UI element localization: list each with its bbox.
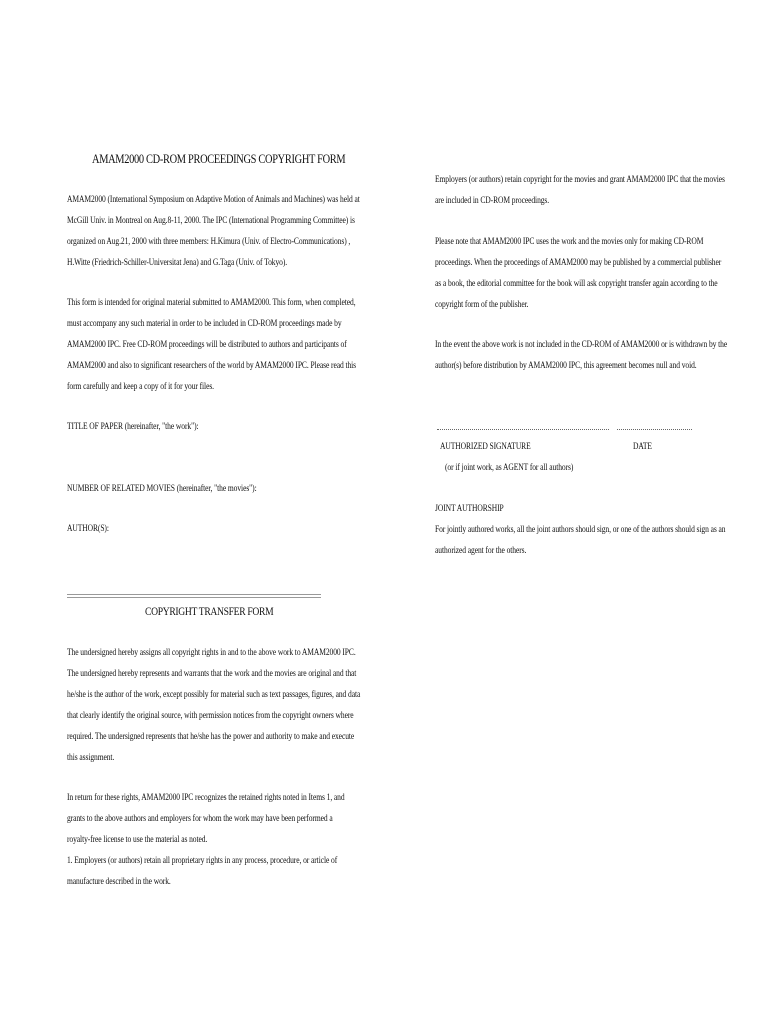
notice-line: proceedings. When the proceedings of AMAM2000 may be published by a commercial publisher bbox=[435, 257, 722, 267]
withdrawal-line: In the event the above work is not included in the CD-ROM of AMAM2000 or is withdrawn by the bbox=[435, 339, 728, 349]
transfer-line: required. The undersigned represents that he/she has the power and authority to make and execute bbox=[67, 731, 355, 741]
notice-line: as a book, the editorial committee for the book will ask copyright transfer again according to the bbox=[435, 278, 718, 288]
date-label: DATE bbox=[633, 441, 652, 451]
signature-note: (or if joint work, as AGENT for all authors) bbox=[445, 462, 574, 472]
transfer-line: this assignment. bbox=[67, 752, 115, 762]
authors-label: AUTHOR(S): bbox=[67, 523, 109, 533]
withdrawal-line: author(s) before distribution by AMAM2000 IPC, this agreement becomes null and void. bbox=[435, 360, 697, 370]
transfer-line: he/she is the author of the work, except possibly for material such as text passages, figures, and data bbox=[67, 689, 361, 699]
return-line: royalty-free license to use the material as noted. bbox=[67, 834, 208, 844]
form-title: AMAM2000 CD-ROM PROCEEDINGS COPYRIGHT FORM bbox=[92, 151, 346, 166]
instructions-line: must accompany any such material in order to be included in CD-ROM proceedings made by bbox=[67, 318, 342, 328]
intro-line: organized on Aug.21, 2000 with three members: H.Kimura (Univ. of Electro-Communications) , bbox=[67, 236, 351, 246]
date-line bbox=[617, 429, 692, 430]
return-line: 1. Employers (or authors) retain all proprietary rights in any process, procedure, or article of bbox=[67, 855, 338, 865]
transfer-line: that clearly identify the original source, with permission notices from the copyright owners where bbox=[67, 710, 354, 720]
divider-rule bbox=[67, 594, 321, 598]
instructions-line: AMAM2000 IPC. Free CD-ROM proceedings will be distributed to authors and participants of bbox=[67, 339, 347, 349]
signature-line bbox=[437, 429, 609, 430]
instructions-line: form carefully and keep a copy of it for your files. bbox=[67, 381, 214, 391]
return-line: grants to the above authors and employers for whom the work may have been performed a bbox=[67, 813, 333, 823]
intro-line: AMAM2000 (International Symposium on Adaptive Motion of Animals and Machines) was held at bbox=[67, 194, 360, 204]
intro-line: McGill Univ. in Montreal on Aug.8-11, 2000. The IPC (International Programming Committee) is bbox=[67, 215, 355, 225]
employers-line: are included in CD-ROM proceedings. bbox=[435, 195, 550, 205]
signature-label: AUTHORIZED SIGNATURE bbox=[440, 441, 531, 451]
intro-line: H.Witte (Friedrich-Schiller-Universitat Jena) and G.Taga (Univ. of Tokyo). bbox=[67, 257, 288, 267]
title-of-paper-label: TITLE OF PAPER (hereinafter, "the work"): bbox=[67, 421, 199, 431]
joint-heading: JOINT AUTHORSHIP bbox=[435, 503, 504, 513]
employers-line: Employers (or authors) retain copyright for the movies and grant AMAM2000 IPC that the movies bbox=[435, 174, 725, 184]
notice-line: Please note that AMAM2000 IPC uses the work and the movies only for making CD-ROM bbox=[435, 236, 704, 246]
joint-line: For jointly authored works, all the joint authors should sign, or one of the authors should sign as an bbox=[435, 524, 726, 534]
instructions-line: This form is intended for original material submitted to AMAM2000. This form, when completed, bbox=[67, 297, 356, 307]
return-line: In return for these rights, AMAM2000 IPC recognizes the retained rights noted in Items 1, and bbox=[67, 792, 345, 802]
instructions-line: AMAM2000 and also to significant researchers of the world by AMAM2000 IPC. Please read this bbox=[67, 360, 357, 370]
joint-line: authorized agent for the others. bbox=[435, 545, 527, 555]
number-of-movies-label: NUMBER OF RELATED MOVIES (hereinafter, "the movies"): bbox=[67, 483, 257, 493]
notice-line: copyright form of the publisher. bbox=[435, 299, 529, 309]
transfer-title: COPYRIGHT TRANSFER FORM bbox=[145, 604, 274, 618]
transfer-line: The undersigned hereby represents and warrants that the work and the movies are original and that bbox=[67, 668, 357, 678]
return-line: manufacture described in the work. bbox=[67, 876, 171, 886]
transfer-line: The undersigned hereby assigns all copyright rights in and to the above work to AMAM2000 IPC. bbox=[67, 647, 356, 657]
